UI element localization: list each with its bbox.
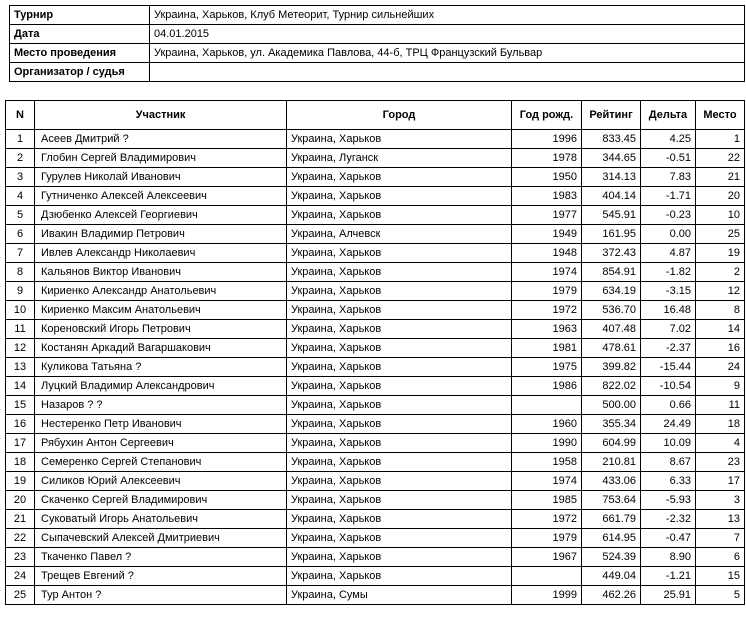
cell-birth-year: 1983 <box>512 187 582 206</box>
cell-rating: 372.43 <box>582 244 641 263</box>
cell-delta: 0.00 <box>641 225 696 244</box>
cell-rating: 462.26 <box>582 586 641 605</box>
cell-n: 16 <box>6 415 35 434</box>
cell-city: Украина, Харьков <box>287 282 512 301</box>
table-row <box>6 301 745 320</box>
cell-participant: Трещев Евгений ? <box>35 567 287 586</box>
cell-place: 21 <box>696 168 745 187</box>
cell-place: 18 <box>696 415 745 434</box>
cell-participant: Кореновский Игорь Петрович <box>35 320 287 339</box>
cell-place: 2 <box>696 263 745 282</box>
cell-rating: 161.95 <box>582 225 641 244</box>
cell-n: 6 <box>6 225 35 244</box>
table-row <box>6 282 745 301</box>
cell-place: 9 <box>696 377 745 396</box>
header-place: Место <box>696 101 745 130</box>
cell-city: Украина, Луганск <box>287 149 512 168</box>
cell-delta: -0.47 <box>641 529 696 548</box>
cell-rating: 355.34 <box>582 415 641 434</box>
cell-place: 4 <box>696 434 745 453</box>
cell-participant: Скаченко Сергей Владимирович <box>35 491 287 510</box>
info-row-venue <box>10 44 745 63</box>
cell-birth-year: 1979 <box>512 282 582 301</box>
cell-participant: Тур Антон ? <box>35 586 287 605</box>
table-row <box>6 339 745 358</box>
info-label: Дата <box>10 25 150 44</box>
cell-delta: -10.54 <box>641 377 696 396</box>
cell-participant: Куликова Татьяна ? <box>35 358 287 377</box>
cell-n: 20 <box>6 491 35 510</box>
cell-city: Украина, Харьков <box>287 263 512 282</box>
table-row <box>6 130 745 149</box>
cell-place: 12 <box>696 282 745 301</box>
cell-city: Украина, Харьков <box>287 510 512 529</box>
cell-rating: 661.79 <box>582 510 641 529</box>
cell-delta: 8.90 <box>641 548 696 567</box>
cell-rating: 478.61 <box>582 339 641 358</box>
cell-city: Украина, Харьков <box>287 168 512 187</box>
cell-delta: -1.82 <box>641 263 696 282</box>
cell-n: 21 <box>6 510 35 529</box>
table-row <box>6 510 745 529</box>
cell-delta: -5.93 <box>641 491 696 510</box>
info-row-date <box>10 25 745 44</box>
cell-city: Украина, Алчевск <box>287 225 512 244</box>
cell-participant: Суковатый Игорь Анатольевич <box>35 510 287 529</box>
cell-n: 13 <box>6 358 35 377</box>
tournament-info-table <box>9 5 745 82</box>
info-label: Организатор / судья <box>10 63 150 82</box>
cell-delta: 4.25 <box>641 130 696 149</box>
cell-city: Украина, Харьков <box>287 130 512 149</box>
cell-participant: Костанян Аркадий Вагаршакович <box>35 339 287 358</box>
info-row-tournament <box>10 6 745 25</box>
cell-city: Украина, Харьков <box>287 396 512 415</box>
cell-city: Украина, Харьков <box>287 453 512 472</box>
cell-place: 7 <box>696 529 745 548</box>
cell-birth-year: 1978 <box>512 149 582 168</box>
table-row <box>6 168 745 187</box>
cell-delta: -15.44 <box>641 358 696 377</box>
cell-participant: Назаров ? ? <box>35 396 287 415</box>
cell-city: Украина, Харьков <box>287 206 512 225</box>
cell-place: 14 <box>696 320 745 339</box>
cell-rating: 314.13 <box>582 168 641 187</box>
cell-rating: 524.39 <box>582 548 641 567</box>
table-row <box>6 548 745 567</box>
cell-rating: 500.00 <box>582 396 641 415</box>
header-rating: Рейтинг <box>582 101 641 130</box>
cell-birth-year: 1999 <box>512 586 582 605</box>
cell-city: Украина, Харьков <box>287 491 512 510</box>
cell-n: 9 <box>6 282 35 301</box>
cell-delta: 24.49 <box>641 415 696 434</box>
cell-birth-year: 1958 <box>512 453 582 472</box>
cell-delta: -0.23 <box>641 206 696 225</box>
cell-delta: -2.32 <box>641 510 696 529</box>
cell-place: 23 <box>696 453 745 472</box>
results-header-row <box>6 101 745 130</box>
cell-n: 8 <box>6 263 35 282</box>
cell-participant: Силиков Юрий Алексеевич <box>35 472 287 491</box>
cell-rating: 433.06 <box>582 472 641 491</box>
cell-place: 1 <box>696 130 745 149</box>
cell-birth-year: 1963 <box>512 320 582 339</box>
cell-birth-year <box>512 567 582 586</box>
table-row <box>6 358 745 377</box>
cell-n: 10 <box>6 301 35 320</box>
table-row <box>6 320 745 339</box>
cell-participant: Кальянов Виктор Иванович <box>35 263 287 282</box>
cell-place: 6 <box>696 548 745 567</box>
cell-birth-year: 1967 <box>512 548 582 567</box>
cell-place: 13 <box>696 510 745 529</box>
table-row <box>6 453 745 472</box>
cell-participant: Дзюбенко Алексей Георгиевич <box>35 206 287 225</box>
cell-place: 11 <box>696 396 745 415</box>
info-value <box>150 63 745 82</box>
table-row <box>6 396 745 415</box>
cell-rating: 407.48 <box>582 320 641 339</box>
cell-delta: 4.87 <box>641 244 696 263</box>
cell-n: 4 <box>6 187 35 206</box>
cell-participant: Ивакин Владимир Петрович <box>35 225 287 244</box>
cell-place: 20 <box>696 187 745 206</box>
cell-city: Украина, Харьков <box>287 434 512 453</box>
cell-participant: Гутниченко Алексей Алексеевич <box>35 187 287 206</box>
cell-rating: 536.70 <box>582 301 641 320</box>
cell-n: 11 <box>6 320 35 339</box>
cell-n: 18 <box>6 453 35 472</box>
cell-birth-year: 1979 <box>512 529 582 548</box>
cell-participant: Ткаченко Павел ? <box>35 548 287 567</box>
cell-birth-year <box>512 396 582 415</box>
cell-participant: Рябухин Антон Сергеевич <box>35 434 287 453</box>
cell-rating: 854.91 <box>582 263 641 282</box>
table-row <box>6 586 745 605</box>
cell-n: 19 <box>6 472 35 491</box>
cell-birth-year: 1996 <box>512 130 582 149</box>
header-city: Город <box>287 101 512 130</box>
cell-rating: 604.99 <box>582 434 641 453</box>
cell-rating: 404.14 <box>582 187 641 206</box>
cell-participant: Луцкий Владимир Александрович <box>35 377 287 396</box>
cell-participant: Кириенко Максим Анатольевич <box>35 301 287 320</box>
cell-participant: Асеев Дмитрий ? <box>35 130 287 149</box>
info-label: Турнир <box>10 6 150 25</box>
cell-rating: 833.45 <box>582 130 641 149</box>
cell-rating: 634.19 <box>582 282 641 301</box>
table-row <box>6 225 745 244</box>
table-row <box>6 567 745 586</box>
cell-participant: Семеренко Сергей Степанович <box>35 453 287 472</box>
cell-delta: -0.51 <box>641 149 696 168</box>
cell-delta: -1.21 <box>641 567 696 586</box>
cell-rating: 449.04 <box>582 567 641 586</box>
header-n: N <box>6 101 35 130</box>
cell-birth-year: 1975 <box>512 358 582 377</box>
results-body <box>6 130 745 605</box>
cell-delta: 0.66 <box>641 396 696 415</box>
table-row <box>6 187 745 206</box>
results-table <box>5 100 745 605</box>
cell-delta: 16.48 <box>641 301 696 320</box>
header-birth-year: Год рожд. <box>512 101 582 130</box>
cell-place: 15 <box>696 567 745 586</box>
cell-participant: Ивлев Александр Николаевич <box>35 244 287 263</box>
cell-birth-year: 1977 <box>512 206 582 225</box>
cell-n: 2 <box>6 149 35 168</box>
cell-birth-year: 1985 <box>512 491 582 510</box>
cell-birth-year: 1981 <box>512 339 582 358</box>
table-row <box>6 415 745 434</box>
cell-participant: Гурулев Николай Иванович <box>35 168 287 187</box>
cell-city: Украина, Харьков <box>287 548 512 567</box>
cell-city: Украина, Харьков <box>287 377 512 396</box>
table-row <box>6 491 745 510</box>
cell-place: 16 <box>696 339 745 358</box>
cell-n: 12 <box>6 339 35 358</box>
info-value: Украина, Харьков, ул. Академика Павлова, 44-б, ТРЦ Французский Бульвар <box>150 44 745 63</box>
table-row <box>6 263 745 282</box>
header-participant: Участник <box>35 101 287 130</box>
tournament-info-body <box>10 6 745 82</box>
cell-place: 17 <box>696 472 745 491</box>
cell-participant: Сыпачевский Алексей Дмитриевич <box>35 529 287 548</box>
cell-n: 15 <box>6 396 35 415</box>
cell-birth-year: 1974 <box>512 263 582 282</box>
table-row <box>6 529 745 548</box>
table-row <box>6 377 745 396</box>
cell-city: Украина, Харьков <box>287 187 512 206</box>
cell-place: 19 <box>696 244 745 263</box>
table-row <box>6 244 745 263</box>
cell-delta: 6.33 <box>641 472 696 491</box>
cell-birth-year: 1950 <box>512 168 582 187</box>
cell-delta: 8.67 <box>641 453 696 472</box>
cell-birth-year: 1949 <box>512 225 582 244</box>
cell-city: Украина, Харьков <box>287 472 512 491</box>
cell-delta: -2.37 <box>641 339 696 358</box>
cell-delta: -1.71 <box>641 187 696 206</box>
table-row <box>6 434 745 453</box>
cell-birth-year: 1972 <box>512 510 582 529</box>
cell-birth-year: 1948 <box>512 244 582 263</box>
cell-place: 10 <box>696 206 745 225</box>
cell-n: 1 <box>6 130 35 149</box>
cell-birth-year: 1972 <box>512 301 582 320</box>
cell-rating: 210.81 <box>582 453 641 472</box>
cell-n: 17 <box>6 434 35 453</box>
info-label: Место проведения <box>10 44 150 63</box>
table-row <box>6 472 745 491</box>
cell-rating: 614.95 <box>582 529 641 548</box>
info-value: Украина, Харьков, Клуб Метеорит, Турнир сильнейших <box>150 6 745 25</box>
info-value: 04.01.2015 <box>150 25 745 44</box>
info-row-organizer <box>10 63 745 82</box>
cell-city: Украина, Харьков <box>287 529 512 548</box>
cell-delta: 7.83 <box>641 168 696 187</box>
cell-place: 22 <box>696 149 745 168</box>
cell-rating: 399.82 <box>582 358 641 377</box>
table-row <box>6 206 745 225</box>
cell-city: Украина, Харьков <box>287 415 512 434</box>
cell-birth-year: 1990 <box>512 434 582 453</box>
cell-n: 25 <box>6 586 35 605</box>
cell-birth-year: 1960 <box>512 415 582 434</box>
cell-n: 22 <box>6 529 35 548</box>
cell-n: 5 <box>6 206 35 225</box>
cell-place: 5 <box>696 586 745 605</box>
cell-birth-year: 1974 <box>512 472 582 491</box>
cell-rating: 822.02 <box>582 377 641 396</box>
cell-place: 8 <box>696 301 745 320</box>
cell-n: 14 <box>6 377 35 396</box>
cell-place: 24 <box>696 358 745 377</box>
cell-n: 7 <box>6 244 35 263</box>
cell-delta: 10.09 <box>641 434 696 453</box>
cell-city: Украина, Харьков <box>287 358 512 377</box>
cell-n: 3 <box>6 168 35 187</box>
cell-n: 23 <box>6 548 35 567</box>
header-delta: Дельта <box>641 101 696 130</box>
cell-birth-year: 1986 <box>512 377 582 396</box>
cell-participant: Глобин Сергей Владимирович <box>35 149 287 168</box>
cell-place: 25 <box>696 225 745 244</box>
cell-city: Украина, Сумы <box>287 586 512 605</box>
cell-rating: 753.64 <box>582 491 641 510</box>
cell-delta: 7.02 <box>641 320 696 339</box>
cell-delta: 25.91 <box>641 586 696 605</box>
cell-city: Украина, Харьков <box>287 567 512 586</box>
cell-n: 24 <box>6 567 35 586</box>
table-row <box>6 149 745 168</box>
cell-city: Украина, Харьков <box>287 244 512 263</box>
cell-city: Украина, Харьков <box>287 301 512 320</box>
cell-city: Украина, Харьков <box>287 320 512 339</box>
cell-participant: Кириенко Александр Анатольевич <box>35 282 287 301</box>
cell-place: 3 <box>696 491 745 510</box>
cell-participant: Нестеренко Петр Иванович <box>35 415 287 434</box>
cell-delta: -3.15 <box>641 282 696 301</box>
cell-city: Украина, Харьков <box>287 339 512 358</box>
cell-rating: 344.65 <box>582 149 641 168</box>
cell-rating: 545.91 <box>582 206 641 225</box>
